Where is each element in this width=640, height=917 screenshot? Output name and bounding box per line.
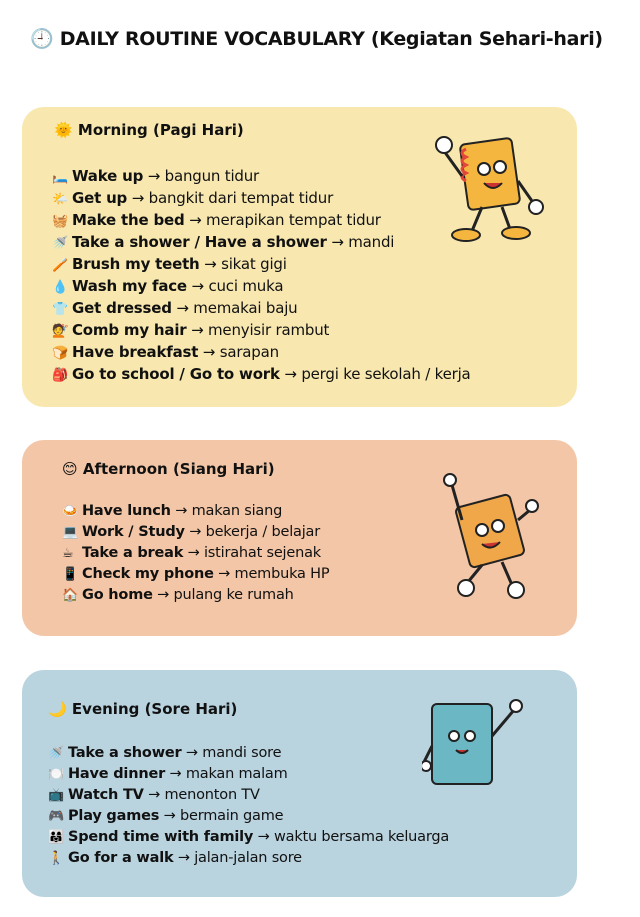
afternoon-card bbox=[22, 440, 577, 636]
indonesian-term: bekerja / belajar bbox=[205, 524, 320, 540]
arrow-icon: → bbox=[189, 524, 202, 540]
vocab-item bbox=[62, 585, 329, 606]
arrow-icon: → bbox=[157, 587, 170, 603]
arrow-icon: → bbox=[177, 850, 190, 866]
arrow-icon: → bbox=[191, 321, 204, 339]
english-term: Take a shower / Have a shower bbox=[72, 233, 327, 251]
indonesian-term: sarapan bbox=[219, 343, 279, 361]
english-term: Check my phone bbox=[82, 566, 214, 582]
vocab-item bbox=[48, 785, 449, 806]
english-term: Watch TV bbox=[68, 787, 144, 803]
english-term: Work / Study bbox=[82, 524, 185, 540]
indonesian-term: istirahat sejenak bbox=[203, 545, 321, 561]
vocab-item bbox=[52, 341, 471, 363]
arrow-icon: → bbox=[284, 365, 297, 383]
english-term: Go for a walk bbox=[68, 850, 174, 866]
section-heading-text: Evening (Sore Hari) bbox=[71, 700, 238, 718]
evening-card bbox=[22, 670, 577, 897]
moon-icon: 🌙 bbox=[48, 700, 67, 718]
indonesian-term: makan siang bbox=[191, 503, 283, 519]
english-term: Have dinner bbox=[68, 766, 166, 782]
indonesian-term: memakai baju bbox=[193, 299, 298, 317]
vocab-item bbox=[48, 827, 449, 848]
item-icon: 🌤️ bbox=[52, 192, 68, 207]
smile-icon: 😊 bbox=[62, 460, 78, 478]
item-icon: 🚿 bbox=[52, 236, 68, 251]
english-term: Go to school / Go to work bbox=[72, 365, 280, 383]
indonesian-term: mandi bbox=[348, 233, 395, 251]
item-icon: 🎮 bbox=[48, 809, 64, 824]
english-term: Have lunch bbox=[82, 503, 171, 519]
vocab-item bbox=[52, 209, 471, 231]
page-title bbox=[30, 27, 603, 50]
morning-card bbox=[22, 107, 577, 407]
vocab-item bbox=[52, 363, 471, 385]
item-icon: 📺 bbox=[48, 788, 64, 803]
indonesian-term: waktu bersama keluarga bbox=[273, 829, 450, 845]
item-icon: 🚶 bbox=[48, 851, 64, 866]
indonesian-term: mandi sore bbox=[202, 745, 282, 761]
indonesian-term: menonton TV bbox=[164, 787, 260, 803]
arrow-icon: → bbox=[176, 299, 189, 317]
section-heading bbox=[54, 121, 244, 139]
vocab-item bbox=[62, 564, 329, 585]
arrow-icon: → bbox=[175, 503, 188, 519]
book-mascot-illustration bbox=[432, 121, 552, 251]
indonesian-term: merapikan tempat tidur bbox=[206, 211, 381, 229]
vocab-item bbox=[52, 165, 471, 187]
indonesian-term: menyisir rambut bbox=[208, 321, 330, 339]
arrow-icon: → bbox=[163, 808, 176, 824]
arrow-icon: → bbox=[257, 829, 270, 845]
english-term: Make the bed bbox=[72, 211, 185, 229]
vocab-item bbox=[52, 231, 471, 253]
vocab-item bbox=[48, 806, 449, 827]
item-icon: 🍛 bbox=[62, 504, 78, 519]
clock-icon: 🕘 bbox=[30, 28, 54, 50]
english-term: Spend time with family bbox=[68, 829, 254, 845]
vocab-item bbox=[48, 848, 449, 869]
item-icon: 🍞 bbox=[52, 346, 68, 361]
section-heading bbox=[62, 460, 275, 478]
vocab-list bbox=[52, 165, 471, 385]
indonesian-term: sikat gigi bbox=[221, 255, 287, 273]
indonesian-term: pergi ke sekolah / kerja bbox=[301, 365, 471, 383]
english-term: Get up bbox=[72, 189, 128, 207]
english-term: Wake up bbox=[72, 167, 144, 185]
arrow-icon: → bbox=[191, 277, 204, 295]
section-heading bbox=[48, 700, 237, 718]
vocab-item bbox=[52, 297, 471, 319]
item-icon: 🪥 bbox=[52, 258, 68, 273]
arrow-icon: → bbox=[204, 255, 217, 273]
english-term: Wash my face bbox=[72, 277, 187, 295]
section-heading-text: Afternoon (Siang Hari) bbox=[82, 460, 275, 478]
item-icon: 🎒 bbox=[52, 368, 68, 383]
item-icon: 🍽️ bbox=[48, 767, 64, 782]
english-term: Have breakfast bbox=[72, 343, 199, 361]
english-term: Comb my hair bbox=[72, 321, 187, 339]
indonesian-term: bangun tidur bbox=[164, 167, 260, 185]
vocab-item bbox=[62, 522, 329, 543]
arrow-icon: → bbox=[218, 566, 231, 582]
english-term: Go home bbox=[82, 587, 153, 603]
item-icon: 💧 bbox=[52, 280, 68, 295]
section-heading-text: Morning (Pagi Hari) bbox=[77, 121, 244, 139]
indonesian-term: jalan-jalan sore bbox=[194, 850, 302, 866]
vocab-list bbox=[62, 501, 329, 606]
vocab-item bbox=[62, 543, 329, 564]
item-icon: ☕ bbox=[62, 546, 74, 561]
book-mascot-illustration bbox=[432, 470, 542, 605]
item-icon: 🏠 bbox=[62, 588, 78, 603]
arrow-icon: → bbox=[169, 766, 182, 782]
english-term: Take a break bbox=[82, 545, 184, 561]
arrow-icon: → bbox=[147, 167, 161, 185]
arrow-icon: → bbox=[202, 343, 216, 361]
english-term: Play games bbox=[68, 808, 160, 824]
item-icon: 👕 bbox=[52, 302, 68, 317]
vocab-item bbox=[52, 187, 471, 209]
book-mascot-illustration bbox=[422, 696, 532, 796]
vocab-item bbox=[52, 319, 471, 341]
vocab-item bbox=[52, 275, 471, 297]
english-term: Get dressed bbox=[72, 299, 172, 317]
indonesian-term: membuka HP bbox=[234, 566, 330, 582]
vocab-item bbox=[52, 253, 471, 275]
vocab-item bbox=[62, 501, 329, 522]
vocab-item bbox=[48, 764, 449, 785]
arrow-icon: → bbox=[187, 545, 200, 561]
sun-icon: 🌞 bbox=[54, 121, 73, 139]
arrow-icon: → bbox=[331, 233, 344, 251]
item-icon: 🚿 bbox=[48, 746, 64, 761]
item-icon: 💇 bbox=[52, 324, 68, 339]
arrow-icon: → bbox=[185, 745, 198, 761]
arrow-icon: → bbox=[148, 787, 161, 803]
english-term: Brush my teeth bbox=[72, 255, 200, 273]
indonesian-term: bermain game bbox=[179, 808, 284, 824]
indonesian-term: cuci muka bbox=[208, 277, 284, 295]
indonesian-term: bangkit dari tempat tidur bbox=[148, 189, 334, 207]
item-icon: 💻 bbox=[62, 525, 78, 540]
english-term: Take a shower bbox=[68, 745, 182, 761]
vocab-list bbox=[48, 743, 449, 869]
arrow-icon: → bbox=[131, 189, 145, 207]
indonesian-term: pulang ke rumah bbox=[173, 587, 294, 603]
item-icon: 🛏️ bbox=[52, 170, 68, 185]
item-icon: 📱 bbox=[62, 567, 78, 582]
vocab-item bbox=[48, 743, 449, 764]
indonesian-term: makan malam bbox=[185, 766, 288, 782]
item-icon: 👨‍👩‍👧 bbox=[48, 830, 64, 845]
page-title-text: DAILY ROUTINE VOCABULARY (Kegiatan Sehari-hari) bbox=[59, 28, 603, 50]
arrow-icon: → bbox=[189, 211, 202, 229]
item-icon: 🧺 bbox=[52, 214, 68, 229]
